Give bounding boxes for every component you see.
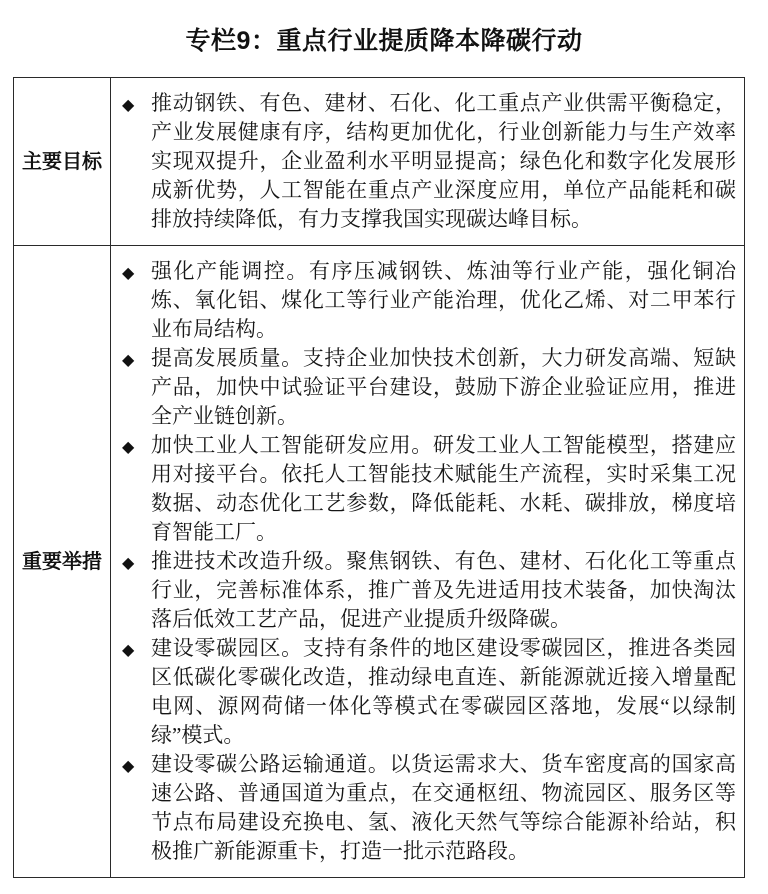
main-goals-list	[111, 89, 736, 234]
row-content-main-goals	[111, 78, 745, 246]
bullet-text: 推进技术改造升级。聚焦钢铁、有色、建材、石化化工等重点行业，完善标准体系，推广普及先进适用技术装备，加快淘汰落后低效工艺产品，促进产业提质升级降碳。	[151, 549, 736, 631]
diamond-bullet-icon: ◆	[122, 350, 135, 369]
diamond-bullet-icon: ◆	[122, 263, 135, 282]
page-title: 专栏9：重点行业提质降本降碳行动	[185, 27, 583, 55]
diamond-bullet-icon: ◆	[122, 756, 135, 775]
diamond-bullet-icon: ◆	[122, 553, 135, 572]
key-measures-list	[111, 257, 736, 866]
bullet-text: 加快工业人工智能研发应用。研发工业人工智能模型，搭建应用对接平台。依托人工智能技术赋能生产流程，实时采集工况数据、动态优化工艺参数，降低能耗、水耗、碳排放，梯度培育智能工厂。	[151, 433, 736, 544]
bullet-text: 强化产能调控。有序压减钢铁、炼油等行业产能，强化铜冶炼、氧化铝、煤化工等行业产能治理，优化乙烯、对二甲苯行业布局结构。	[151, 259, 736, 341]
row-content-key-measures	[111, 246, 745, 878]
list-item	[111, 634, 736, 750]
bullet-text: 建设零碳公路运输通道。以货运需求大、货车密度高的国家高速公路、普通国道为重点，在交通枢纽、物流园区、服务区等节点布局建设充换电、氢、液化天然气等综合能源补给站，积极推广新能源重卡，打造一批示范路段。	[151, 752, 736, 863]
diamond-bullet-icon: ◆	[122, 640, 135, 659]
table-row-main-goals	[14, 78, 745, 246]
list-item	[111, 257, 736, 344]
row-label-main-goals: 主要目标	[14, 78, 111, 246]
diamond-bullet-icon: ◆	[122, 437, 135, 456]
bullet-text: 建设零碳园区。支持有条件的地区建设零碳园区，推进各类园区低碳化零碳化改造，推动绿电直连、新能源就近接入增量配电网、源网荷储一体化等模式在零碳园区落地，发展“以绿制绿”模式。	[151, 636, 736, 747]
list-item	[111, 89, 736, 234]
table-row-key-measures	[14, 246, 745, 878]
policy-box-table	[13, 77, 745, 878]
diamond-bullet-icon: ◆	[122, 95, 135, 114]
list-item	[111, 750, 736, 866]
list-item	[111, 547, 736, 634]
row-label-key-measures: 重要举措	[14, 246, 111, 878]
bullet-text: 提高发展质量。支持企业加快技术创新，大力研发高端、短缺产品，加快中试验证平台建设，鼓励下游企业验证应用，推进全产业链创新。	[151, 346, 736, 428]
list-item	[111, 431, 736, 547]
list-item	[111, 344, 736, 431]
bullet-text: 推动钢铁、有色、建材、石化、化工重点产业供需平衡稳定，产业发展健康有序，结构更加优化，行业创新能力与生产效率实现双提升，企业盈利水平明显提高；绿色化和数字化发展形成新优势，人工智能在重点产业深度应用，单位产品能耗和碳排放持续降低，有力支撑我国实现碳达峰目标。	[151, 91, 736, 231]
